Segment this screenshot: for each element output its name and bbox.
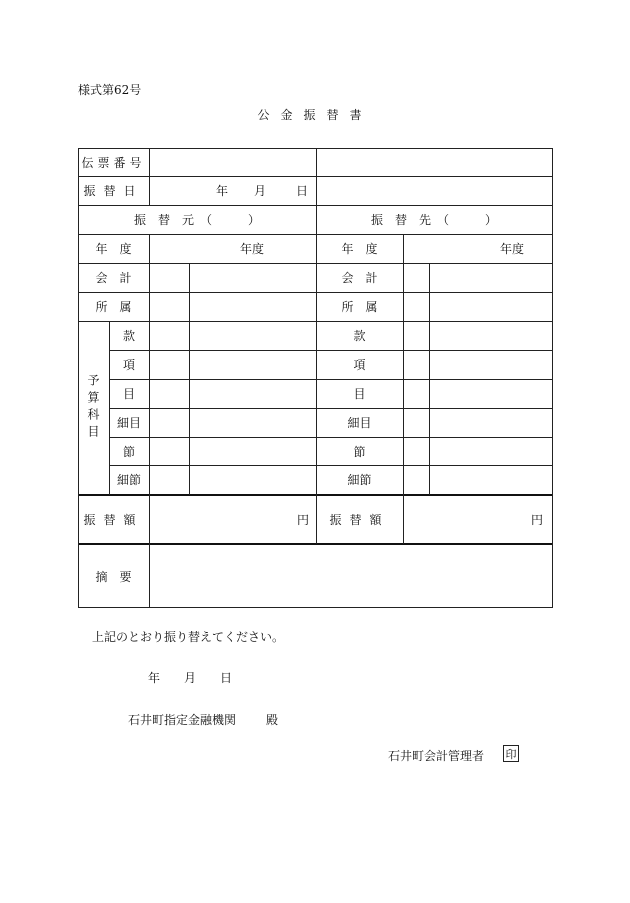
dest-shozoku-label: 所 属 — [341, 300, 378, 314]
dest-amount-label: 振替額 — [329, 512, 390, 527]
table-line — [552, 148, 553, 608]
source-shozoku-label: 所 属 — [95, 300, 132, 314]
table-line — [403, 234, 404, 264]
source-nendo-suffix: 年度 — [239, 242, 264, 256]
denpyo-number-label: 伝票番号 — [81, 155, 146, 170]
yosan-kamoku-label: 予算科目 — [86, 374, 100, 442]
source-amount-label: 振替額 — [83, 512, 144, 527]
dest-kaikei-label: 会 計 — [341, 271, 378, 285]
source-budget-row-label: 細節 — [116, 473, 141, 487]
table-line — [149, 148, 150, 206]
dest-nendo-suffix: 年度 — [499, 242, 524, 256]
date-year-label: 年 — [215, 184, 228, 198]
table-line — [403, 263, 404, 544]
source-nendo-label: 年 度 — [95, 242, 132, 256]
source-header: 振 替 元 （ ） — [133, 213, 260, 227]
designated-bank: 石井町指定金融機関 — [128, 713, 237, 727]
table-line — [149, 234, 150, 608]
accounting-manager: 石井町会計管理者 — [388, 749, 485, 763]
source-budget-row-label: 目 — [122, 387, 135, 401]
dest-budget-row-label: 項 — [353, 358, 366, 372]
dest-budget-row-label: 款 — [353, 329, 366, 343]
honorific: 殿 — [266, 713, 279, 727]
form-number: 様式第62号 — [78, 83, 142, 97]
issue-date-line: 年 月 日 — [148, 671, 233, 685]
source-yen-label: 円 — [296, 512, 309, 527]
seal-mark: 印 — [503, 745, 519, 762]
instruction-note: 上記のとおり振り替えてください。 — [92, 630, 285, 644]
dest-budget-row-label: 細節 — [347, 473, 372, 487]
source-budget-row-label: 款 — [122, 329, 135, 343]
dest-yen-label: 円 — [530, 512, 543, 527]
document-title: 公金振替書 — [257, 108, 373, 122]
dest-budget-row-label: 節 — [353, 444, 366, 459]
dest-nendo-label: 年 度 — [341, 242, 378, 256]
source-budget-row-label: 節 — [122, 444, 135, 459]
source-kaikei-label: 会 計 — [95, 271, 132, 285]
source-budget-row-label: 細目 — [116, 416, 141, 430]
table-line — [429, 263, 430, 495]
tekiyo-label: 摘 要 — [95, 569, 132, 584]
furikae-date-label: 振替日 — [83, 184, 144, 198]
destination-header: 振 替 先 （ ） — [370, 213, 497, 227]
date-month-label: 月 — [253, 184, 266, 198]
date-day-label: 日 — [295, 184, 308, 198]
table-line — [189, 263, 190, 495]
source-budget-row-label: 項 — [122, 358, 135, 372]
dest-budget-row-label: 目 — [353, 387, 366, 401]
dest-budget-row-label: 細目 — [347, 416, 372, 430]
